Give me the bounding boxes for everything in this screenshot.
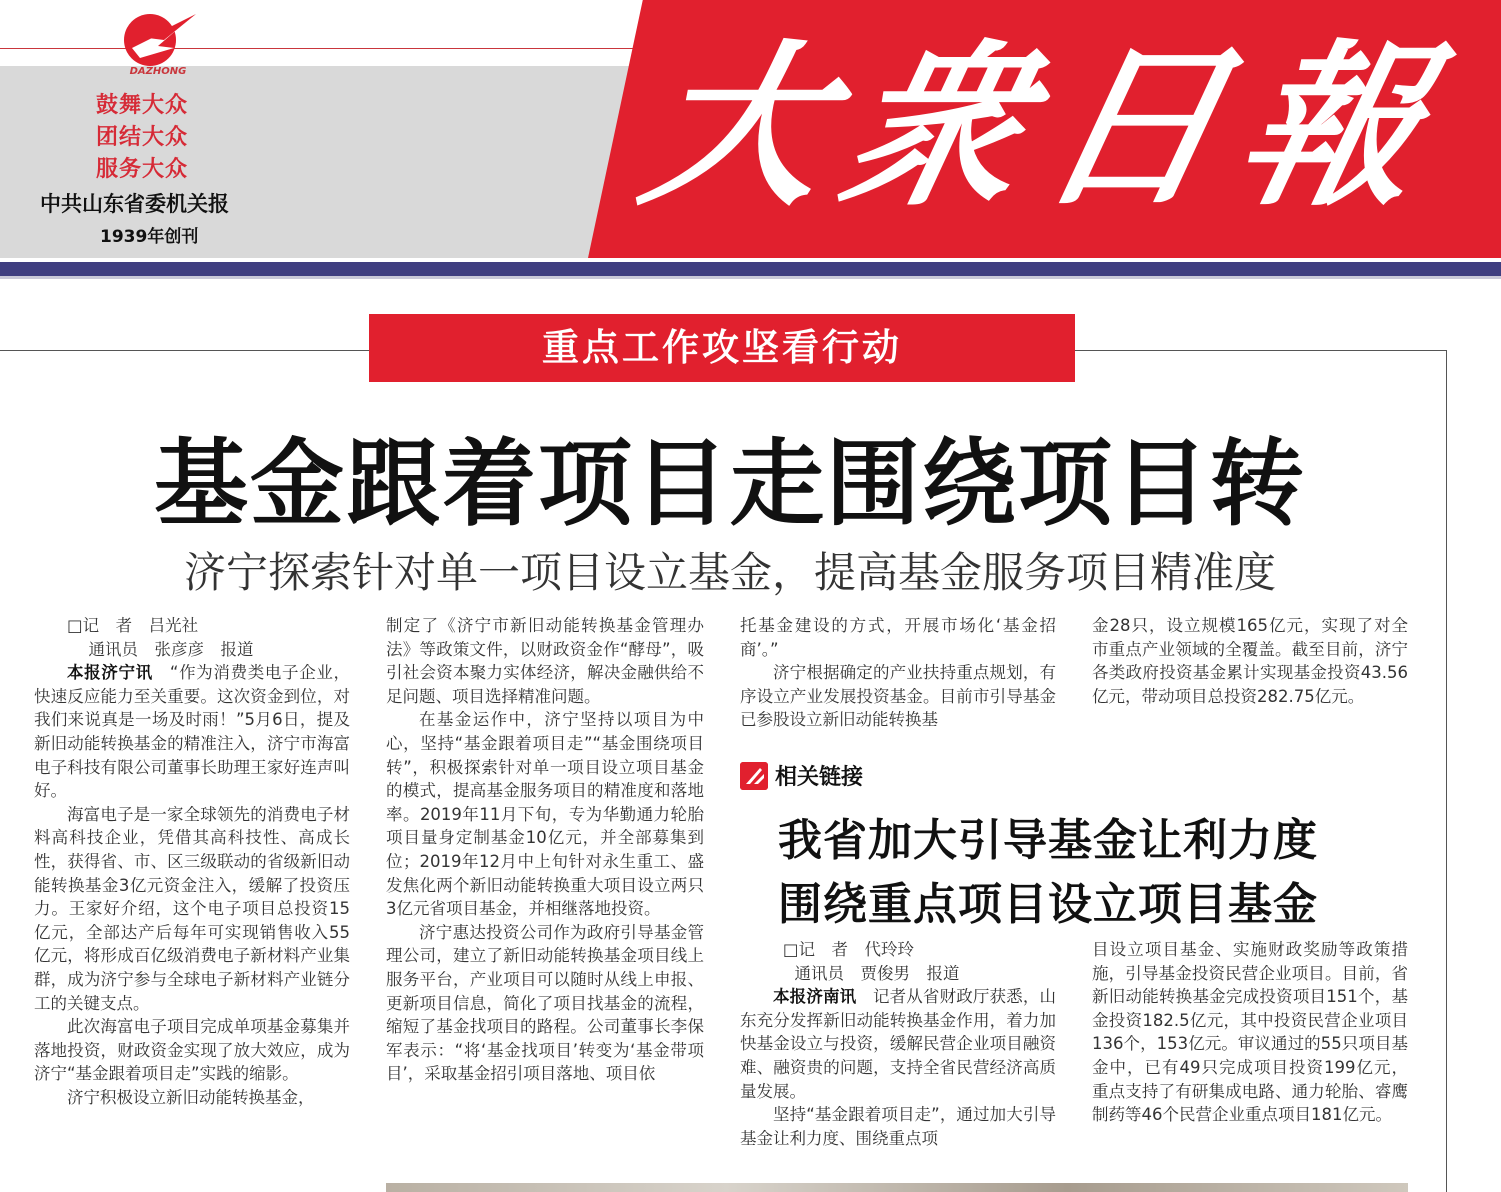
main-headline: 基金跟着项目走围绕项目转 <box>153 430 1306 539</box>
slogan-line-2: 团结大众 <box>96 124 189 150</box>
related-link-label: 相关链接 <box>775 765 864 790</box>
article-column-2 <box>386 614 704 1086</box>
article-paragraph: 济宁根据确定的产业扶持重点规划，有序设立产业发展投资基金。目前市引导基金已参股设立新旧动能转换基 <box>740 663 1056 730</box>
article-paragraph: 济宁积极设立新旧动能转换基金， <box>67 1087 315 1107</box>
related-title-line-2: 围绕重点项目设立项目基金 <box>778 879 1318 930</box>
founded-label: 1939年创刊 <box>100 227 199 247</box>
article-dateline: 本报济宁讯 <box>67 663 153 683</box>
party-organ-label: 中共山东省委机关报 <box>40 192 229 216</box>
related-title-line-1: 我省加大引导基金让利力度 <box>778 815 1318 866</box>
photo-strip-edge <box>386 1183 1408 1192</box>
slogan-line-1: 鼓舞大众 <box>96 92 189 118</box>
masthead-navy-bar-shadow <box>0 276 1501 279</box>
article-paragraph: 金28只，设立规模165亿元，实现了对全市重点产业领域的全覆盖。截至目前，济宁各类政府投资基金累计实现基金投资43.56亿元，带动项目总投资282.75亿元。 <box>1092 616 1408 706</box>
article-paragraph: 海富电子是一家全球领先的消费电子材料高科技企业，凭借其高科技性、高成长性，获得省、市、区三级联动的省级新旧动能转换基金3亿元资金注入，缓解了投资压力。王家好介绍，这个电子项目总投资15亿元，全部达产后每年可实现销售收入55亿元，将形成百亿级消费电子新材料产业集群，成为济宁参与全球电子新材料产业链分工的关键支点。 <box>34 804 350 1013</box>
dazhong-logo-icon <box>118 8 198 68</box>
article-paragraph: 本报济宁讯 “作为消费类电子企业，快速反应能力至关重要。这次资金到位，对我们来说真是一场及时雨！”5月6日，提及新旧动能转换基金的精准注入，济宁市海富电子科技有限公司董事长助理王家好连声叫好。 <box>34 663 350 801</box>
article-paragraph: 此次海富电子项目完成单项基金募集并落地投资，财政资金实现了放大效应，成为济宁“基金跟着项目走”实践的缩影。 <box>34 1017 350 1084</box>
masthead-navy-bar <box>0 262 1501 276</box>
sub-headline: 济宁探索针对单一项目设立基金，提高基金服务项目精准度 <box>183 548 1276 597</box>
related-byline-reporter: □记 者 代玲玲 <box>782 940 914 959</box>
article-paragraph: 托基金建设的方式，开展市场化‘基金招商’。” <box>740 616 1056 659</box>
article-paragraph: 在基金运作中，济宁坚持以项目为中心，坚持“基金跟着项目走”“基金围绕项目转”，积极探索针对单一项目设立项目基金的模式，提高基金服务项目的精准度和落地率。2019年11月下旬，专为华勤通力轮胎项目量身定制基金10亿元，并全部募集到位；2019年12月中上旬针对永生重工、盛发焦化两个新旧动能转换重大项目设立两只3亿元省项目基金，并相继落地投资。 <box>386 710 704 919</box>
article-byline-correspondent: 通讯员 张彦彦 报道 <box>88 639 254 659</box>
newspaper-title: 大衆日報 <box>628 23 1465 230</box>
article-paragraph: 济宁惠达投资公司作为政府引导基金管理公司，建立了新旧动能转换基金项目线上服务平台，产业项目可以随时从线上申报、更新项目信息，简化了项目找基金的流程，缩短了基金找项目的路程。公司董事长李保军表示：“将‘基金找项目’转变为‘基金带项目’，采取基金招引项目落地、项目依 <box>386 922 704 1084</box>
related-column-left <box>740 938 1056 1150</box>
related-byline-correspondent: 通讯员 贾俊男 报道 <box>794 963 960 983</box>
logo-wordmark: DAZHONG <box>129 66 187 77</box>
content-frame-right <box>1446 350 1447 1192</box>
article-column-3 <box>740 614 1056 732</box>
article-paragraph: 制定了《济宁市新旧动能转换基金管理办法》等政策文件，以财政资金作“酵母”，吸引社会资本聚力实体经济，解决金融供给不足问题、项目选择精准问题。 <box>386 616 704 706</box>
related-paragraph: 目设立项目基金、实施财政奖励等政策措施，引导基金投资民营企业项目。目前，省新旧动能转换基金完成投资项目151个，基金投资182.5亿元，其中投资民营企业项目136个，153亿元。审议通过的55只项目基金中，已有49只完成项目投资199亿元，重点支持了有研集成电路、通力轮胎、睿鹰制药等46个民营企业重点项目181亿元。 <box>1092 940 1408 1125</box>
related-dateline: 本报济南讯 <box>773 987 857 1007</box>
article-column-4 <box>1092 614 1408 708</box>
related-paragraph: 本报济南讯 记者从省财政厅获悉，山东充分发挥新旧动能转换基金作用，着力加快基金设立与投资，缓解民营企业项目融资难、融资贵的问题，支持全省民营经济高质量发展。 <box>740 987 1056 1101</box>
article-column-1 <box>34 614 350 1109</box>
article-byline-reporter: □记 者 吕光社 <box>67 616 199 635</box>
slogan-line-3: 服务大众 <box>96 156 189 182</box>
related-column-right <box>1092 938 1408 1127</box>
related-paragraph: 坚持“基金跟着项目走”，通过加大引导基金让利力度、围绕重点项 <box>740 1105 1056 1148</box>
related-link-icon <box>740 762 768 790</box>
section-banner: 重点工作攻坚看行动 <box>369 314 1075 382</box>
